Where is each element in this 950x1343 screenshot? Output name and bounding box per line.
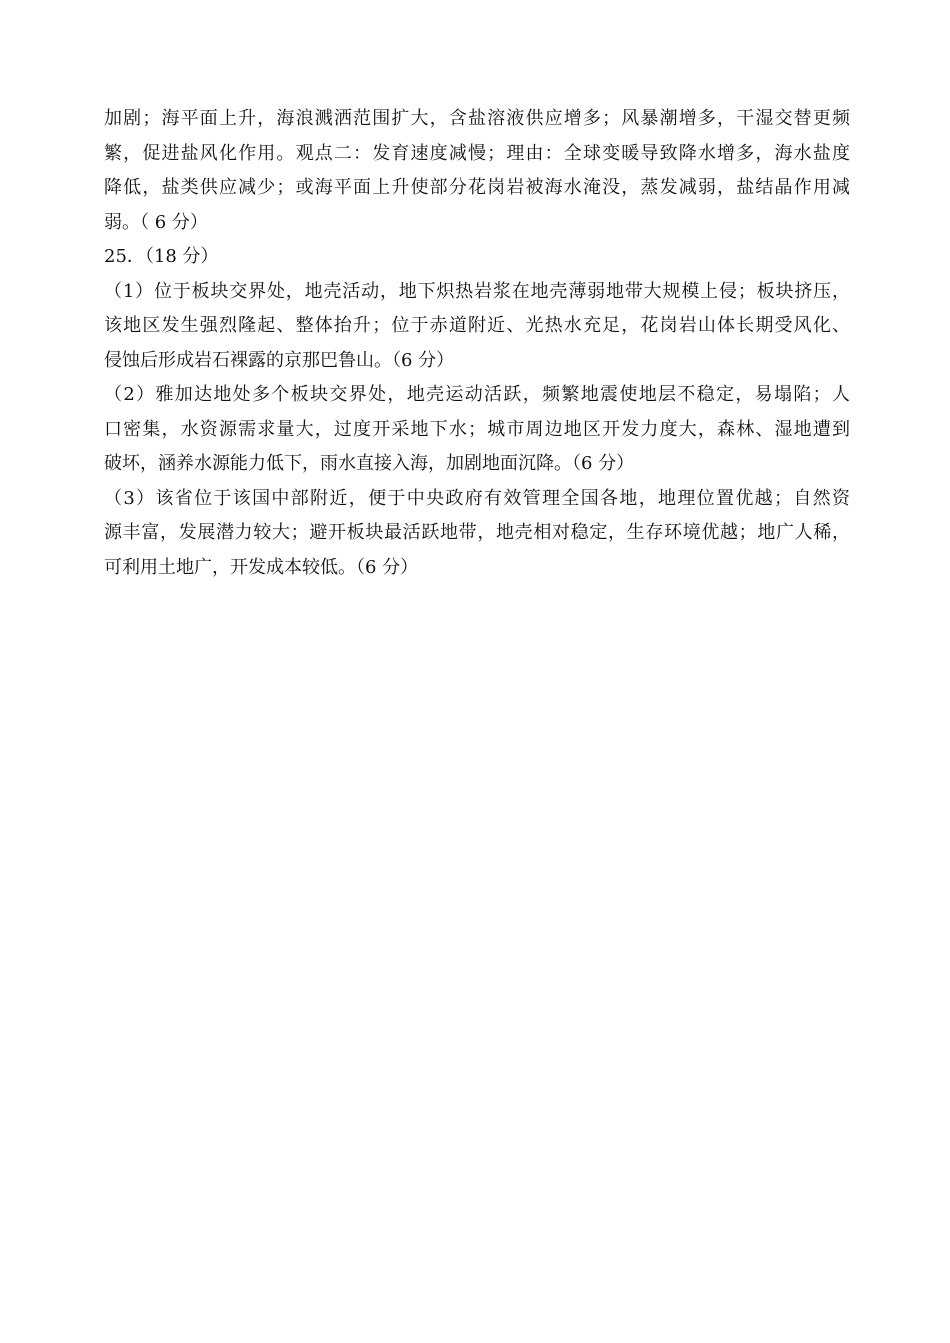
text-line: （2）雅加达地处多个板块交界处，地壳运动活跃，频繁地震使地层不稳定，易塌陷；人	[104, 384, 850, 405]
text-line: （1）位于板块交界处，地壳活动，地下炽热岩浆在地壳薄弱地带大规模上侵；板块挤压，	[104, 280, 850, 302]
text-line: 该地区发生强烈隆起、整体抬升；位于赤道附近、光热水充足，花岗岩山体长期受风化、	[104, 315, 850, 336]
text-line: 破坏，涵养水源能力低下，雨水直接入海，加剧地面沉降。（6 分）	[104, 453, 635, 474]
text-line: 口密集，水资源需求量大，过度开采地下水；城市周边地区开发力度大，森林、湿地遭到	[104, 418, 850, 440]
question-number: 25．（18 分）	[104, 246, 219, 267]
text-line: 可利用土地广，开发成本较低。（6 分）	[104, 556, 419, 578]
text-line: 侵蚀后形成岩石裸露的京那巴鲁山。（6 分）	[104, 349, 455, 371]
text-line: 弱。（ 6 分）	[104, 211, 208, 233]
text-line: 降低，盐类供应减少；或海平面上升使部分花岗岩被海水淹没，蒸发减弱，盐结晶作用减	[104, 177, 850, 198]
text-line: 繁，促进盐风化作用。观点二：发育速度减慢；理由：全球变暖导致降水增多，海水盐度	[104, 142, 850, 164]
text-line: 源丰富，发展潜力较大；避开板块最活跃地带，地壳相对稳定，生存环境优越；地广人稀，	[104, 522, 850, 543]
answer-text-block	[104, 102, 850, 585]
text-line: 加剧；海平面上升，海浪溅洒范围扩大，含盐溶液供应增多；风暴潮增多，干湿交替更频	[104, 108, 850, 129]
text-line: （3）该省位于该国中部附近，便于中央政府有效管理全国各地，地理位置优越；自然资	[104, 487, 850, 509]
